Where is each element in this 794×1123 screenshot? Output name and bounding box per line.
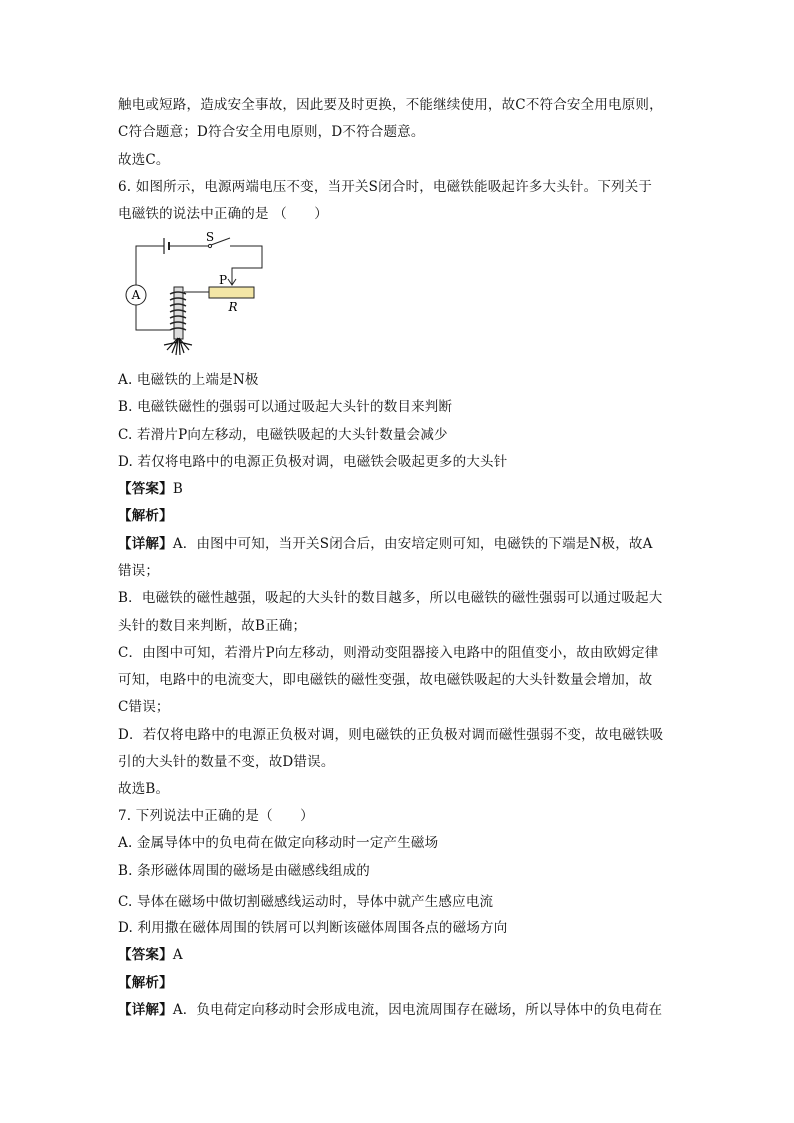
text-line: 故选C。 — [118, 152, 170, 168]
ammeter-label: A — [131, 288, 141, 302]
switch-label: S — [205, 232, 215, 244]
answer-line: 【答案】B — [118, 481, 183, 497]
text-line: 故选B。 — [118, 781, 170, 797]
circuit-diagram — [112, 232, 272, 360]
option-b: B. 条形磁体周围的磁场是由磁感线组成的 — [118, 863, 371, 879]
text-line: 触电或短路，造成安全事故，因此要及时更换，不能继续使用，故C不符合安全用电原则， — [118, 97, 663, 113]
option-c: C. 导体在磁场中做切割磁感线运动时，导体中就产生感应电流 — [118, 894, 494, 910]
explanation-line: 错误； — [118, 563, 160, 579]
resistor-label: R — [228, 300, 238, 314]
explanation-line: 可知，电路中的电流变大，即电磁铁的磁性变强，故电磁铁吸起的大头针数量会增加，故 — [118, 672, 653, 688]
analysis-heading: 【解析】 — [118, 975, 173, 991]
option-b: B. 电磁铁磁性的强弱可以通过吸起大头针的数目来判断 — [118, 399, 453, 415]
question-6-stem: 电磁铁的说法中正确的是 （ ） — [118, 206, 328, 222]
explanation-line: 【详解】A．由图中可知，当开关S闭合后，由安培定则可知，电磁铁的下端是N极，故A — [118, 536, 653, 552]
question-6-stem: 6. 如图所示，电源两端电压不变，当开关S闭合时，电磁铁能吸起许多大头针。下列关于 — [118, 179, 653, 195]
answer-line: 【答案】A — [118, 947, 183, 963]
option-c: C. 若滑片P向左移动，电磁铁吸起的大头针数量会减少 — [118, 427, 448, 443]
explanation-line: C．由图中可知，若滑片P向左移动，则滑动变阻器接入电路中的阻值变小，故由欧姆定律 — [118, 645, 659, 661]
explanation-line: D．若仅将电路中的电源正负极对调，则电磁铁的正负极对调而磁性强弱不变，故电磁铁吸 — [118, 727, 664, 743]
slider-label: P — [218, 273, 228, 287]
option-a: A. 金属导体中的负电荷在做定向移动时一定产生磁场 — [118, 835, 439, 851]
question-7-stem: 7. 下列说法中正确的是（ ） — [118, 808, 314, 824]
explanation-line: 头针的数目来判断，故B正确； — [118, 618, 307, 634]
option-d: D. 利用撒在磁体周围的铁屑可以判断该磁体周围各点的磁场方向 — [118, 920, 508, 936]
option-a: A. 电磁铁的上端是N极 — [118, 372, 259, 388]
explanation-line: 引的大头针的数量不变，故D错误。 — [118, 754, 335, 770]
explanation-line: 【详解】A．负电荷定向移动时会形成电流，因电流周围存在磁场，所以导体中的负电荷在 — [118, 1002, 663, 1018]
analysis-heading: 【解析】 — [118, 508, 173, 524]
explanation-line: C错误； — [118, 699, 170, 715]
option-d: D. 若仅将电路中的电源正负极对调，电磁铁会吸起更多的大头针 — [118, 454, 508, 470]
text-line: C符合题意；D符合安全用电原则，D不符合题意。 — [118, 124, 425, 140]
explanation-line: B．电磁铁的磁性越强，吸起的大头针的数目越多，所以电磁铁的磁性强弱可以通过吸起大 — [118, 590, 663, 606]
